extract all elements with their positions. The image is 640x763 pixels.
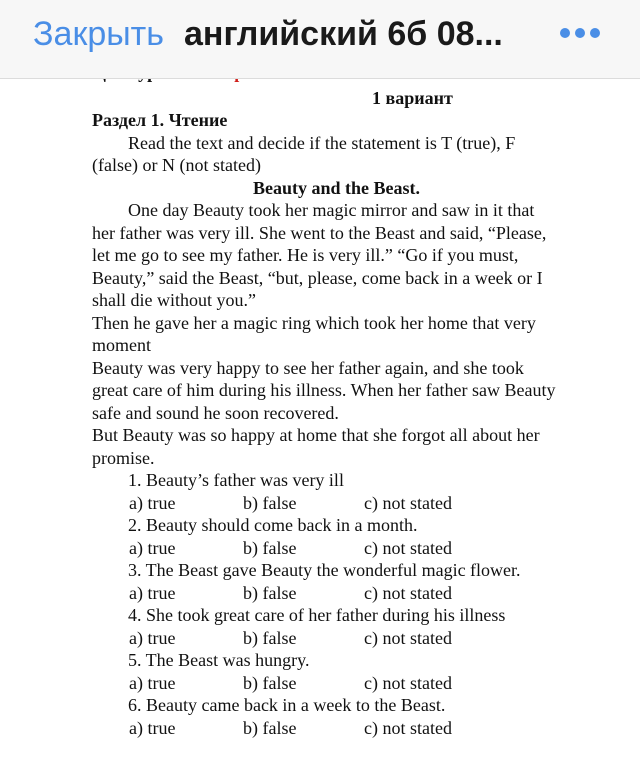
answer-option: a) true <box>129 718 176 738</box>
dot <box>590 28 600 38</box>
answer-option: c) not stated <box>364 583 452 603</box>
story-line: shall die without you.” <box>92 290 256 310</box>
story-line: let me go to see my father. He is very ill.” “Go if you must, <box>92 245 519 265</box>
story-line: her father was very ill. She went to the Beast and said, “Please, <box>92 223 547 243</box>
answer-option: c) not stated <box>364 628 452 648</box>
story-line: Beauty,” said the Beast, “but, please, come back in a week or I <box>92 268 543 288</box>
story-line: safe and sound he soon recovered. <box>92 403 339 423</box>
more-dots-icon[interactable] <box>560 26 600 40</box>
top-navigation-bar <box>0 0 640 79</box>
variant-heading: 1 вариант <box>372 88 453 108</box>
question-text: 3. The Beast gave Beauty the wonderful magic flower. <box>128 560 521 580</box>
story-line: Beauty was very happy to see her father again, and she took <box>92 358 524 378</box>
answer-option: c) not stated <box>364 718 452 738</box>
story-line: great care of him during his illness. When her father saw Beauty <box>92 380 556 400</box>
story-line: But Beauty was so happy at home that she forgot all about her <box>92 425 540 445</box>
story-line: moment <box>92 335 151 355</box>
question-text: 4. She took great care of her father during his illness <box>128 605 506 625</box>
story-line: One day Beauty took her magic mirror and saw in it that <box>128 200 535 220</box>
answer-option: b) false <box>243 583 297 603</box>
question-text: 1. Beauty’s father was very ill <box>128 470 344 490</box>
answer-option: b) false <box>243 718 297 738</box>
dot <box>575 28 585 38</box>
answer-option: b) false <box>243 538 297 558</box>
question-text: 6. Beauty came back in a week to the Beast. <box>128 695 446 715</box>
answer-option: a) true <box>129 493 176 513</box>
section-heading: Раздел 1. Чтение <box>92 110 228 130</box>
question-text: 2. Beauty should come back in a month. <box>128 515 418 535</box>
answer-option: c) not stated <box>364 538 452 558</box>
answer-option: c) not stated <box>364 493 452 513</box>
dot <box>560 28 570 38</box>
story-line: promise. <box>92 448 155 468</box>
instruction-line: (false) or N (not stated) <box>92 155 261 175</box>
answer-option: a) true <box>129 538 176 558</box>
answer-option: b) false <box>243 628 297 648</box>
instruction-line: Read the text and decide if the statement is T (true), F <box>128 133 516 153</box>
answer-option: c) not stated <box>364 673 452 693</box>
answer-option: b) false <box>243 493 297 513</box>
answer-option: a) true <box>129 673 176 693</box>
close-button[interactable]: Закрыть <box>33 15 164 53</box>
question-text: 5. The Beast was hungry. <box>128 650 310 670</box>
answer-option: a) true <box>129 628 176 648</box>
story-line: Then he gave her a magic ring which took her home that very <box>92 313 536 333</box>
answer-option: a) true <box>129 583 176 603</box>
story-title: Beauty and the Beast. <box>253 178 421 198</box>
answer-option: b) false <box>243 673 297 693</box>
document-title: английский 6б 08... <box>184 15 503 53</box>
